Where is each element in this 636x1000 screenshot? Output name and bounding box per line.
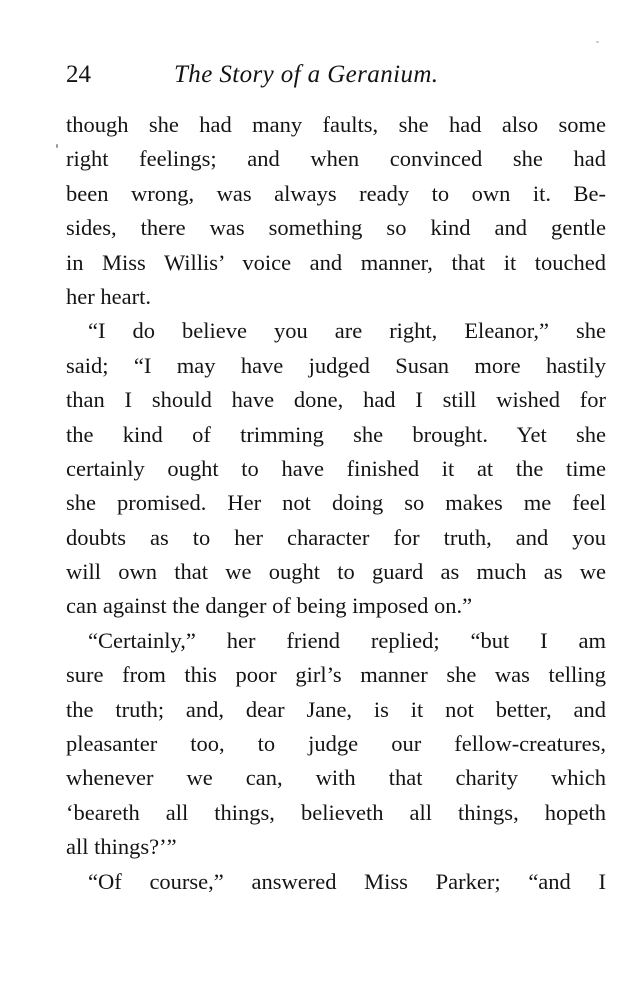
text-line: “I do believe you are right, Eleanor,” she (88, 318, 606, 344)
running-title: The Story of a Geranium. (174, 61, 439, 88)
text-line: whenever we can, with that charity which (66, 765, 606, 791)
text-line: certainly ought to have finished it at the time (66, 455, 606, 481)
text-line: though she had many faults, she had also some (66, 112, 606, 137)
text-line: she promised. Her not doing so makes me feel (66, 490, 606, 516)
paper-speck (56, 144, 58, 148)
text-line: ‘beareth all things, believeth all things, hopeth (66, 799, 606, 825)
page-number: 24 (66, 61, 91, 88)
text-line: “Certainly,” her friend replied; “but I am (88, 627, 606, 653)
text-line: her heart. (66, 283, 151, 309)
text-line: the kind of trimming she brought. Yet she (66, 421, 606, 447)
text-line: will own that we ought to guard as much as we (66, 559, 606, 585)
text-line: than I should have done, had I still wished for (66, 387, 606, 413)
text-line: all things?’” (66, 834, 177, 860)
text-line: sure from this poor girl’s manner she was telling (66, 662, 606, 688)
text-line: in Miss Willis’ voice and manner, that it touched (66, 249, 606, 275)
body-text (66, 108, 606, 899)
running-head (66, 58, 606, 92)
text-line: “Of course,” answered Miss Parker; “and I (88, 868, 606, 894)
text-line: sides, there was something so kind and gentle (66, 215, 606, 241)
text-line: right feelings; and when convinced she had (66, 146, 606, 172)
text-line: pleasanter too, to judge our fellow-creatures, (66, 731, 606, 757)
text-line: been wrong, was always ready to own it. Be- (66, 180, 606, 206)
text-line: can against the danger of being imposed on.” (66, 593, 473, 619)
text-line: said; “I may have judged Susan more hastily (66, 352, 606, 378)
text-line: doubts as to her character for truth, and you (66, 524, 606, 550)
text-line: the truth; and, dear Jane, is it not better, and (66, 696, 606, 722)
paper-speck (596, 41, 599, 43)
